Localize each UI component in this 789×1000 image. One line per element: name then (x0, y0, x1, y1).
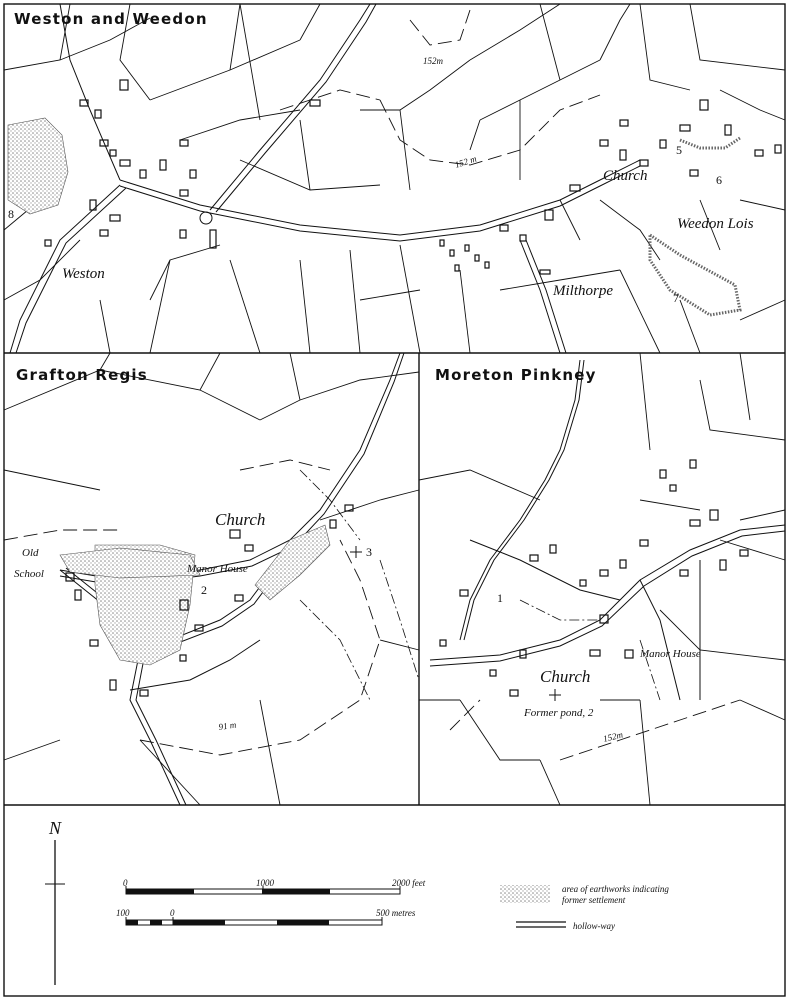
place-school: School (14, 568, 44, 580)
green-island (200, 212, 212, 224)
legend (45, 818, 669, 985)
scale-bar-metres (126, 917, 382, 925)
map-frame (4, 4, 785, 996)
north-label: N (49, 818, 62, 838)
scale-metres-tick-0: 0 (170, 908, 175, 918)
buildings (440, 460, 748, 696)
stream (460, 360, 584, 640)
earthwork-area-weston (8, 118, 68, 214)
place-church-grafton: Church (215, 510, 266, 529)
place-weedon-lois: Weedon Lois (677, 216, 754, 232)
site-number-6: 6 (716, 173, 722, 187)
site-cross-3 (350, 546, 362, 558)
scale-metres-tick-500: 500 metres (376, 908, 416, 918)
field-boundaries (4, 4, 785, 353)
scale-feet-tick-1000: 1000 (256, 878, 274, 888)
grafton-regis-panel (4, 353, 419, 805)
place-old: Old (22, 547, 39, 559)
site-number-1-moreton: 1 (497, 591, 503, 605)
hollow-way-key-label: hollow-way (573, 921, 615, 931)
place-church-weedon: Church (603, 168, 648, 184)
site-number-3-grafton: 3 (366, 545, 372, 559)
site-number-2-grafton: 2 (201, 583, 207, 597)
site-number-7: 7 (673, 291, 679, 305)
moreton-pinkney-panel (419, 353, 785, 805)
place-manor-house-grafton: Manor House (187, 563, 248, 575)
earthworks-key-line1: area of earthworks indicating (562, 884, 669, 894)
site-number-8: 8 (8, 207, 14, 221)
place-former-pond: Former pond, 2 (524, 707, 594, 719)
contour-label-91m: 91 m (217, 719, 237, 732)
site-cross-pond (549, 689, 561, 701)
scale-feet-tick-0: 0 (123, 878, 128, 888)
place-milthorpe: Milthorpe (553, 283, 613, 299)
hollow-ways (300, 470, 419, 700)
site-number-5: 5 (676, 143, 682, 157)
scale-metres-tick-100: 100 (116, 908, 130, 918)
north-arrow-icon (45, 840, 65, 985)
earthworks-key-swatch (500, 885, 550, 903)
hollow-way-key-symbol (516, 922, 566, 927)
scale-feet-tick-2000: 2000 feet (392, 878, 426, 888)
contour-label-152m-north: 152m (423, 56, 443, 66)
weston-weedon-panel (4, 4, 785, 353)
moreton-pinkney-title: Moreton Pinkney (435, 366, 597, 384)
weston-weedon-title: Weston and Weedon (14, 10, 208, 28)
main-road (10, 4, 640, 353)
place-manor-house-moreton: Manor House (640, 648, 701, 660)
place-church-moreton: Church (540, 667, 591, 686)
contours (280, 10, 600, 165)
place-weston: Weston (62, 266, 105, 282)
earthwork-area-grafton-east (255, 525, 330, 600)
roads (430, 525, 785, 700)
buildings (45, 80, 781, 274)
earthworks-key-line2: former settlement (562, 895, 626, 905)
contour-label-152m-moreton: 152m (602, 729, 624, 744)
grafton-regis-title: Grafton Regis (16, 366, 148, 384)
contour-label-152m-mid: 152 m (453, 153, 478, 170)
